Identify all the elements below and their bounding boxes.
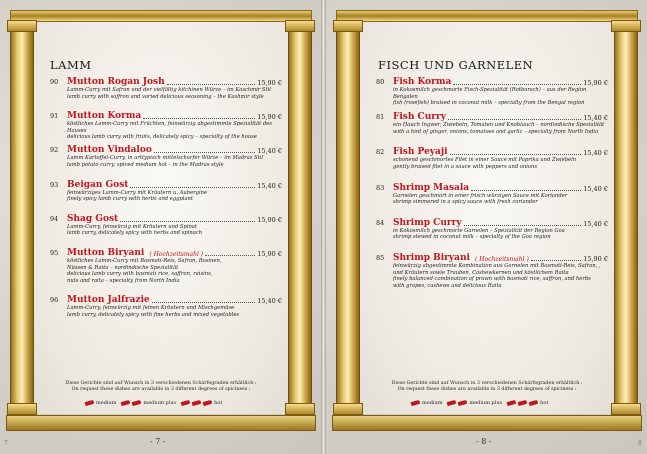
dish-description-block [393, 122, 608, 135]
top-arch [10, 10, 312, 22]
chili-icon [121, 400, 131, 406]
dish-row [67, 179, 282, 190]
spice-note: Diese Gerichte sind auf Wunsch in 3 verschiedenen Schärfegraden erhältlich : On request these dishes are available in 3 different degrees of spiciness : [65, 381, 257, 392]
pillar-base [332, 415, 642, 431]
leader-dots [453, 84, 581, 85]
dish-row [393, 252, 608, 263]
dish-description: Lamm Kartoffel-Curry, in arttypisch mittelscharfer Würze – im Madras Stil [67, 155, 264, 162]
dish-description-block [67, 87, 282, 100]
leader-dots [152, 302, 255, 303]
leader-dots [471, 190, 581, 191]
dish-description: finely balanced combination of prawn with basmati rice, saffron, and herbs [393, 276, 591, 283]
dish-number: 92 [50, 146, 59, 155]
dish-number: 94 [50, 214, 59, 223]
dish-subtitle: ( Hochzeitsmahl ) [475, 256, 529, 263]
spice-legend: medium medium plus hot [411, 400, 548, 406]
dish-price: 15,40 € [257, 181, 282, 190]
pillar-base [6, 415, 316, 431]
page-number: - 8 - [476, 437, 492, 446]
leader-dots [448, 119, 581, 120]
dish-price: 15,90 € [257, 79, 282, 87]
dish-row [67, 144, 282, 155]
dish-row [67, 247, 282, 258]
dish-description: delicious lamb curry with basmati rice, saffron, raisins, [67, 271, 213, 278]
dish-description: und Kräutern sowie Trauben, Cashewkernen und köstlichem Raita [393, 269, 569, 276]
dish-description: schonend geschmortes Filet in einer Sauce mit Paprika und Zwiebeln [393, 157, 577, 164]
dish-name: Mutton Jalfrazie [67, 295, 150, 306]
dish-price: 15,40 € [257, 297, 282, 306]
dish-name: Mutton Korma [67, 111, 142, 122]
chili-icon [203, 400, 213, 406]
left-pillar [336, 20, 360, 415]
dish-number: 82 [376, 148, 385, 157]
dish-description: lamb curry with saffron and varied delicious seasoning – the Kashmir style [67, 93, 264, 100]
leader-dots [130, 187, 255, 188]
dish-description: shrimp simmered in a spicy sauce with fresh coriander [393, 199, 538, 206]
dish-description-block [67, 155, 282, 168]
dish-row [393, 146, 608, 157]
corner-number: 8 [638, 440, 642, 447]
dish-description: Lamm-Curry mit Safran und der vielfältig kitchinen Würze – im Kaschmir Stil [67, 87, 271, 93]
dish-name: Beigan Gost [67, 179, 129, 190]
section-title: LAMM [50, 58, 92, 72]
chili-icon [507, 400, 517, 406]
dish-name: Shrimp Curry [393, 217, 462, 228]
dish-price: 15,90 € [583, 255, 608, 263]
dish-number: 85 [376, 254, 385, 262]
dish-number: 95 [50, 249, 59, 257]
right-pillar [614, 20, 638, 415]
dish-description: lamb curry, delicately spicy with fine herbs and mixed vegetables [67, 311, 240, 318]
dish-description-block [67, 305, 282, 318]
leader-dots [205, 255, 255, 256]
dish-price: 15,90 € [257, 113, 282, 122]
dish-name: Fish Korma [393, 77, 452, 87]
dish-description-block [67, 258, 282, 284]
leader-dots [120, 221, 255, 222]
dish-description-block [393, 263, 608, 289]
leader-dots [531, 260, 581, 261]
dish-name: Mutton Rogan Josh [67, 77, 165, 87]
leader-dots [167, 84, 256, 85]
dish-row [393, 76, 608, 87]
dish-subtitle: ( Hochzeitsmahl ) [149, 251, 204, 258]
dish-row [393, 217, 608, 228]
right-page [326, 0, 647, 454]
dish-description: in Kokosmilch geschmorte Garnelen – Spezialität der Region Goa [393, 227, 565, 234]
chili-icon [447, 400, 457, 406]
dish-name: Shag Gost [67, 213, 119, 224]
dish-description: in Kokosmilch geschmorte Fisch-Spezialität (Rotbarsch) – aus der Region Bengalen [393, 87, 587, 100]
dish-row [393, 182, 608, 193]
left-page [0, 0, 321, 454]
right-pillar [288, 20, 312, 415]
dish-price: 15,90 € [257, 250, 282, 258]
dish-row [393, 111, 608, 122]
dish-description: with a hint of ginger, onions, tomatoes and garlic – specialty from North India [393, 128, 599, 135]
chili-icon [518, 400, 528, 406]
dish-number: 93 [50, 180, 59, 189]
dish-description-block [393, 157, 608, 170]
dish-number: 83 [376, 183, 385, 192]
spice-note: Diese Gerichte sind auf Wunsch in 3 verschiedenen Schärfegraden erhältlich : On request these dishes are available in 3 different degrees of spiciness : [391, 381, 583, 392]
chili-icon [458, 400, 468, 406]
dish-description: köstliches Lamm-Curry mit Früchten, feinwürzig abgestimmte Spezialität des Hauses [67, 121, 272, 134]
dish-row [67, 213, 282, 224]
dish-price: 15,40 € [583, 149, 608, 158]
dish-description-block [67, 224, 282, 237]
chili-icon [529, 400, 539, 406]
dish-number: 90 [50, 78, 59, 86]
chili-icon [132, 400, 142, 406]
dish-number: 96 [50, 296, 59, 305]
dish-description: ein Hauch Ingwer, Zwiebeln, Tomaten und Knoblauch – nordindische Spezialität [393, 122, 605, 129]
dish-number: 80 [376, 78, 385, 86]
chili-icon [181, 400, 191, 406]
dish-name: Shrimp Biryani [393, 253, 470, 263]
dish-description: finely spicy lamb curry with herbs and eggplant [67, 196, 193, 203]
dish-row [67, 76, 282, 87]
dish-name: Mutton Biryani [67, 248, 145, 258]
dish-price: 15,90 € [257, 215, 282, 224]
chili-icon [192, 400, 202, 406]
dish-number: 84 [376, 218, 385, 227]
dish-description-block [393, 87, 608, 107]
section-title: FISCH UND GARNELEN [378, 58, 534, 72]
dish-description: Nüssen & Raita – nordindische Spezialität [67, 264, 179, 271]
dish-description: gently braised filet in a sauce with peppers and onions [393, 163, 538, 170]
dish-description: nuts and raita – specialty from North India [67, 277, 180, 284]
dish-price: 15,90 € [583, 79, 608, 87]
dish-description-block [393, 193, 608, 206]
dish-row [67, 294, 282, 305]
dish-price: 15,40 € [583, 219, 608, 228]
dish-number: 81 [376, 113, 385, 122]
dish-number: 91 [50, 112, 59, 121]
dish-description: lamb potato curry, spiced medium hot – in the Madras style [67, 161, 224, 168]
dish-name: Shrimp Masala [393, 182, 470, 193]
chili-icon [411, 400, 421, 406]
dish-price: 15,40 € [583, 184, 608, 193]
page-number: - 7 - [150, 437, 166, 446]
dish-price: 15,40 € [257, 147, 282, 156]
left-pillar [10, 20, 34, 415]
dish-description: Lamm-Curry, feinwürzig mit feinen Kräutern und Mischgemüse [67, 305, 235, 312]
dish-description-block [67, 121, 282, 141]
dish-description: delicious lamb curry with fruits, delicately spicy – specialty of the house [67, 134, 257, 141]
top-arch [336, 10, 638, 22]
corner-number: 7 [4, 440, 8, 447]
chili-icon [85, 400, 95, 406]
spice-legend: medium medium plus hot [85, 400, 222, 406]
dish-row [67, 110, 282, 121]
dish-description: shrimp stewed in coconut milk – specialty of the Goa region [393, 234, 551, 241]
leader-dots [450, 154, 582, 155]
dish-description-block [67, 190, 282, 203]
dish-description: fish (rosefish) braised in coconut milk – specialty from the Bengal region [393, 100, 585, 107]
dish-name: Mutton Vindaloo [67, 145, 152, 156]
dish-price: 15,40 € [583, 114, 608, 123]
dish-description: with grapes, cashews and delicious Raita [393, 282, 502, 289]
leader-dots [154, 152, 255, 153]
leader-dots [464, 225, 582, 226]
dish-name: Fish Peyaji [393, 147, 448, 158]
dish-name: Fish Curry [393, 112, 446, 123]
dish-description-block [393, 228, 608, 241]
dish-description: Lamm-Curry, feinwürzig mit Kräutern und Spinat [67, 223, 197, 230]
dish-description: lamb curry, delicately spicy with herbs and spinach [67, 230, 203, 237]
dish-description: köstliches Lamm-Curry mit Basmati-Reis, Safran, Rosinen, [67, 258, 222, 264]
leader-dots [143, 118, 255, 119]
dish-description: Garnelen geschmort in einer frisch würzigen Sauce mit Koriander [393, 192, 568, 199]
dish-description: feinwürziges Lamm-Curry mit Kräutern u. Aubergine [67, 189, 208, 196]
dish-description: feinwürzig abgestimmte Kombination aus Garnelen mit Basmati-Reis, Safran, , [393, 263, 601, 269]
